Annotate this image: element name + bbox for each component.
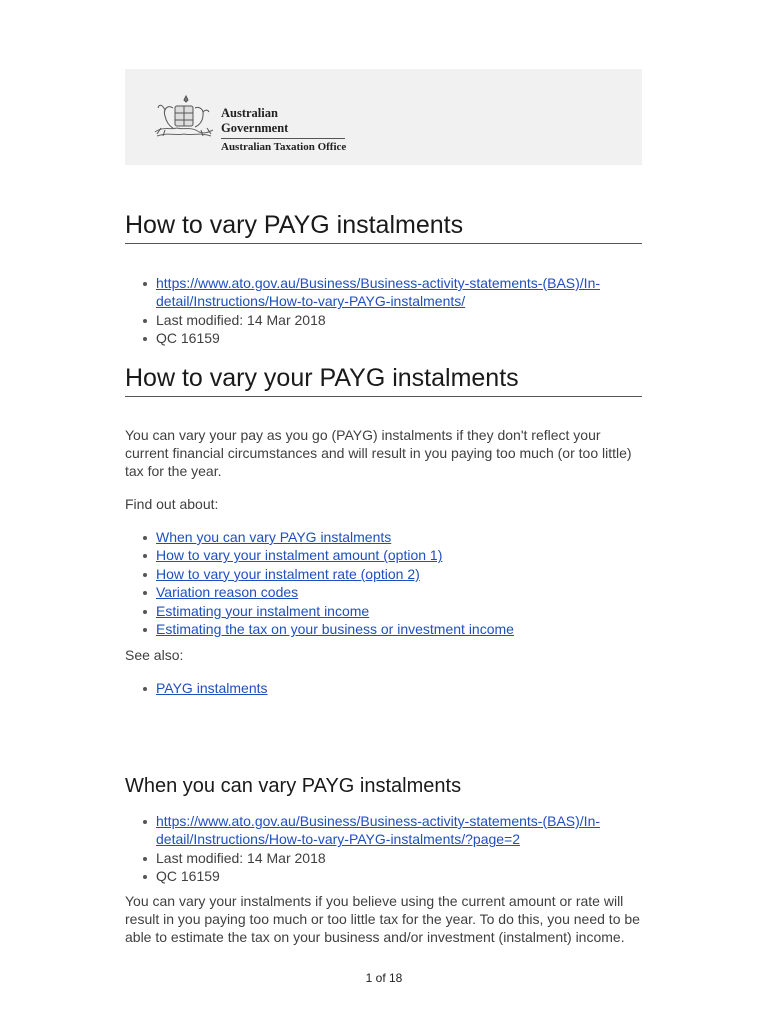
list-item <box>125 274 642 311</box>
list-item <box>125 546 642 564</box>
source-url-link[interactable]: https://www.ato.gov.au/Business/Business-activity-statements-(BAS)/In- detail/Instructions/How-to-vary-PAYG-instalments/ <box>156 275 601 310</box>
list-item <box>125 620 642 638</box>
list-item <box>125 528 642 546</box>
government-name: Australian Government <box>221 106 345 139</box>
link-vary-rate[interactable]: How to vary your instalment rate (option 2) <box>156 565 420 582</box>
link-instalment-income[interactable]: Estimating your instalment income <box>156 602 370 619</box>
last-modified-text: Last modified: 14 Mar 2018 <box>125 849 642 867</box>
qc-code-text: QC 16159 <box>125 329 642 347</box>
link-payg-instalments[interactable]: PAYG instalments <box>156 680 268 696</box>
link-estimating-tax[interactable]: Estimating the tax on your business or investment income <box>156 621 514 638</box>
coat-of-arms-logo <box>151 94 217 142</box>
see-also-label: See also: <box>125 647 184 663</box>
list-item <box>125 812 642 849</box>
page-title: How to vary PAYG instalments <box>125 210 642 244</box>
qc-code-text: QC 16159 <box>125 867 642 885</box>
page-indicator: 1 of 18 <box>365 971 403 985</box>
list-item <box>125 602 642 620</box>
last-modified-text: Last modified: 14 Mar 2018 <box>125 311 642 329</box>
link-reason-codes[interactable]: Variation reason codes <box>156 584 299 601</box>
header-banner <box>125 69 642 165</box>
source-url-link[interactable]: https://www.ato.gov.au/Business/Business-activity-statements-(BAS)/In- detail/Instructions/How-to-vary-PAYG-instalments/?page=2 <box>156 813 601 848</box>
section-heading: When you can vary PAYG instalments <box>125 775 462 797</box>
find-out-links <box>125 528 642 638</box>
section-meta-list <box>125 812 642 886</box>
find-out-label: Find out about: <box>125 496 219 512</box>
government-wordmark <box>221 106 346 154</box>
link-vary-amount[interactable]: How to vary your instalment amount (option 1) <box>156 547 443 564</box>
list-item <box>125 565 642 583</box>
section-heading: How to vary your PAYG instalments <box>125 363 642 397</box>
body-paragraph: You can vary your instalments if you believe using the current amount or rate will result in you paying too much or too little tax for the year. To do this, you need to be able to estimate the tax on your business and/or investment (instalment) income. <box>125 893 640 945</box>
agency-name: Australian Taxation Office <box>221 141 347 153</box>
see-also-links <box>125 679 642 697</box>
link-when-vary[interactable]: When you can vary PAYG instalments <box>156 529 392 545</box>
intro-paragraph: You can vary your pay as you go (PAYG) instalments if they don't reflect your current financial circumstances and will result in you paying too much (or too little) tax for the year. <box>125 427 632 479</box>
page-meta-list <box>125 274 642 348</box>
list-item <box>125 679 642 697</box>
list-item <box>125 583 642 601</box>
